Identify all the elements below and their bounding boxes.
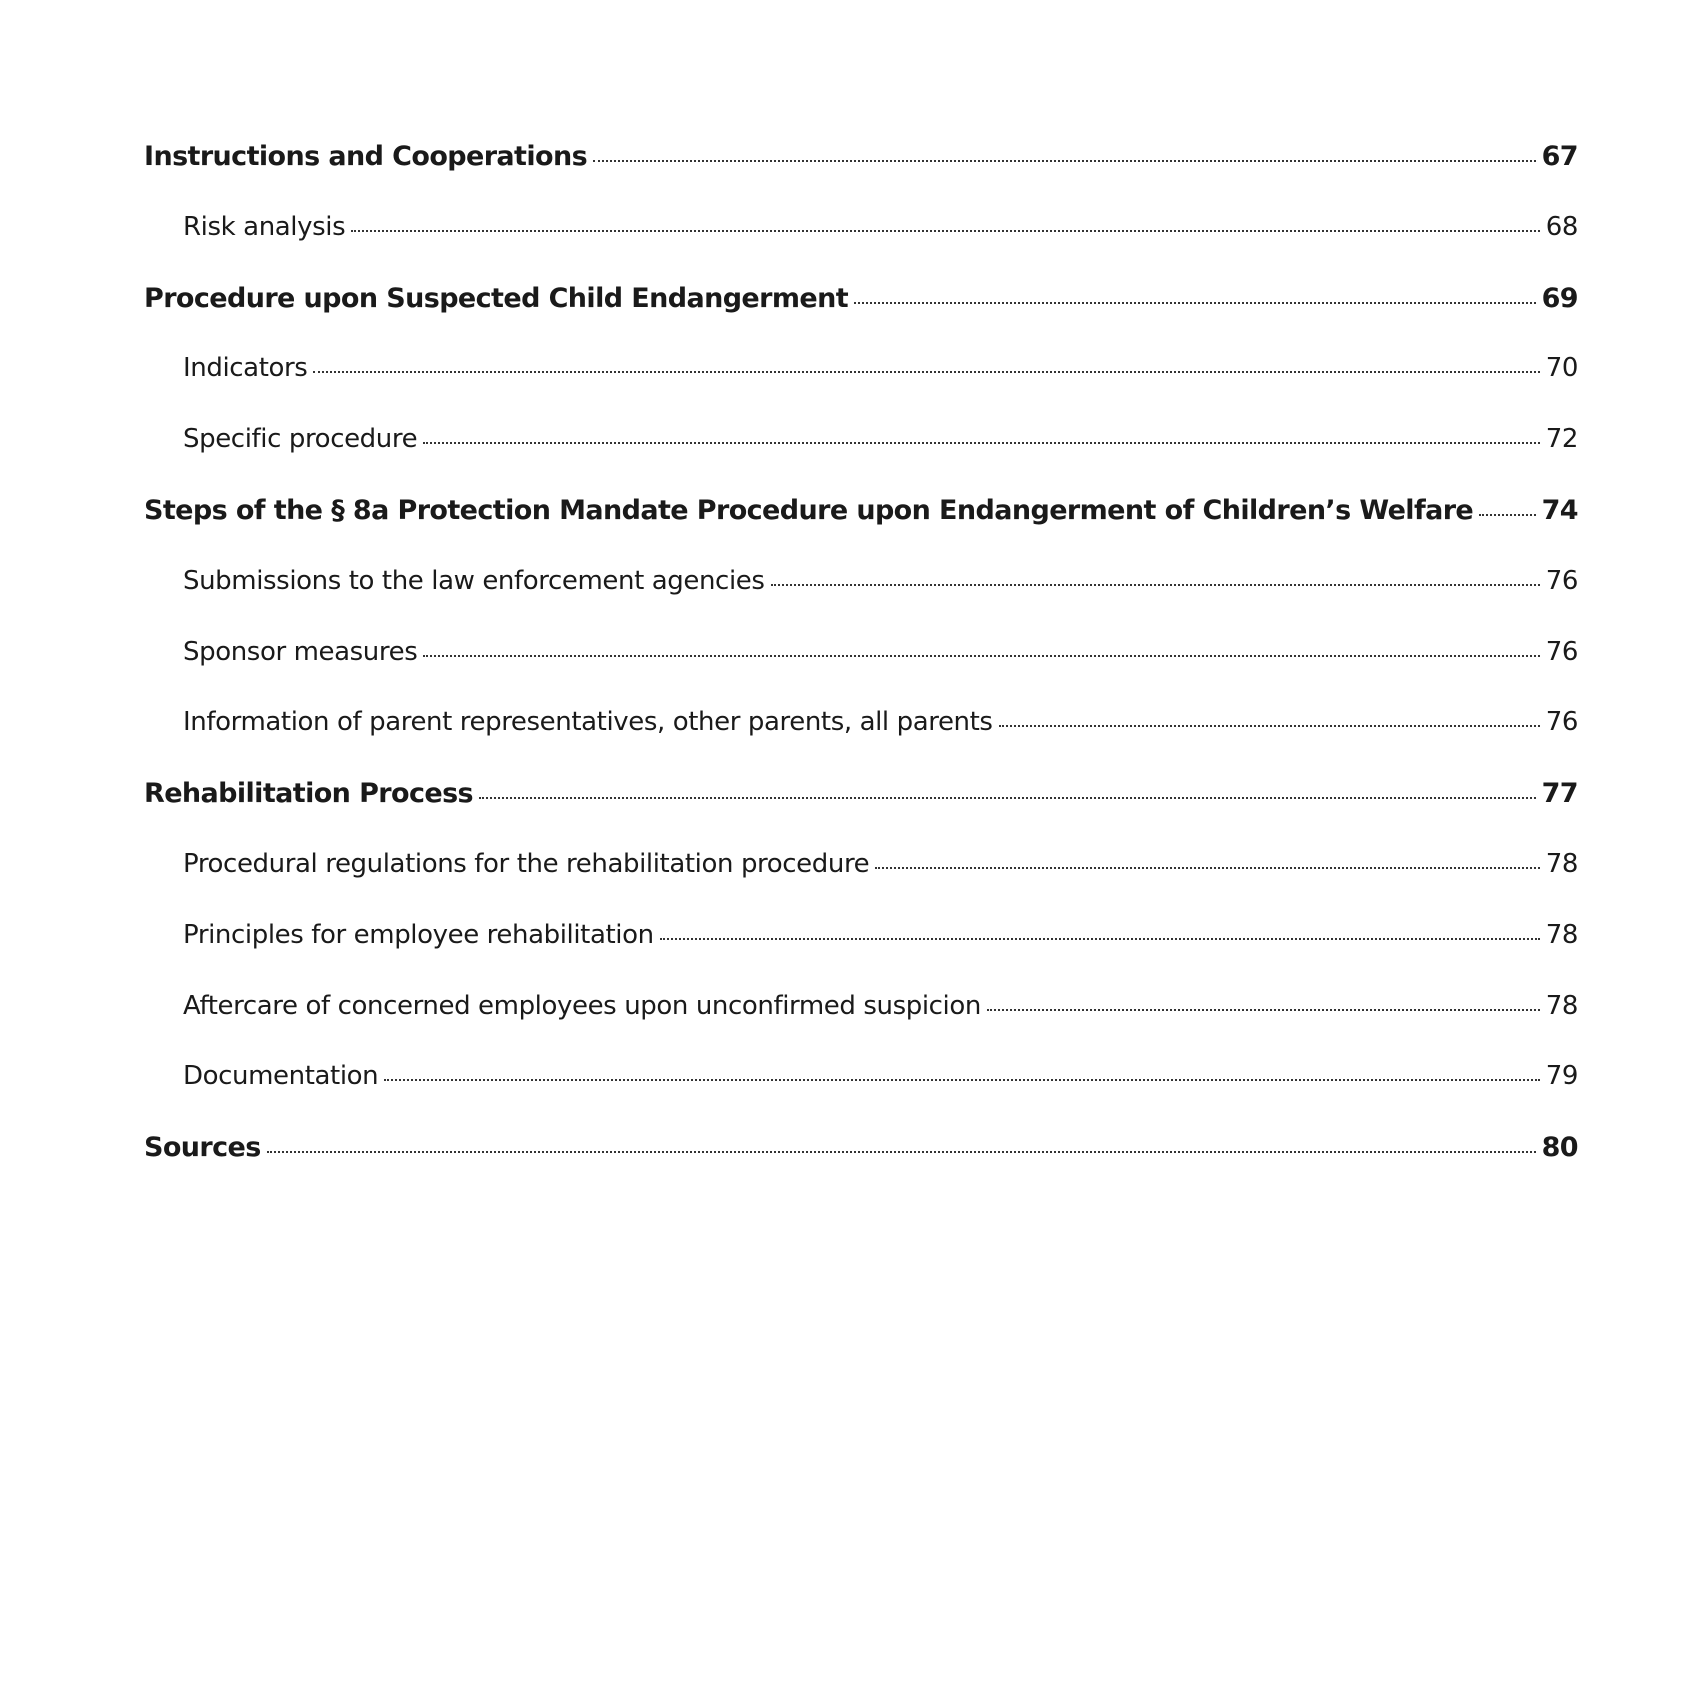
toc-entry-indicators[interactable] (144, 350, 1578, 421)
toc-entry-sponsor-measures[interactable] (144, 634, 1578, 705)
toc-entry-label: Information of parent representatives, other parents, all parents (183, 707, 993, 738)
dot-leader (875, 846, 1539, 872)
toc-entry-page-number: 67 (1541, 141, 1578, 172)
dot-leader (999, 704, 1540, 730)
dot-leader (351, 209, 1539, 235)
toc-entry-documentation[interactable] (144, 1058, 1578, 1129)
toc-entry-page-number: 77 (1541, 778, 1578, 810)
dot-leader (593, 138, 1536, 165)
toc-entry-label: Steps of the § 8a Protection Mandate Procedure upon Endangerment of Children’s Welfare (144, 494, 1474, 526)
toc-entry-page-number: 74 (1541, 494, 1578, 526)
toc-entry-page-number: 70 (1545, 353, 1578, 384)
toc-entry-aftercare-of-concerned-employees[interactable] (144, 988, 1578, 1059)
toc-entry-page-number: 76 (1545, 565, 1578, 596)
toc-entry-procedure-upon-suspected-child-endangerment[interactable] (144, 280, 1578, 351)
toc-entry-page-number: 78 (1545, 919, 1578, 950)
toc-entry-page-number: 72 (1545, 424, 1578, 455)
toc-entry-sources[interactable] (144, 1129, 1578, 1200)
toc-entry-label: Procedural regulations for the rehabilitation procedure (183, 848, 870, 879)
toc-entry-page-number: 76 (1545, 707, 1578, 738)
dot-leader (267, 1129, 1536, 1156)
toc-entry-label: Indicators (183, 353, 308, 384)
toc-entry-page-number: 78 (1545, 990, 1578, 1021)
toc-entry-rehabilitation-process[interactable] (144, 775, 1578, 846)
dot-leader (423, 421, 1540, 447)
dot-leader (1479, 492, 1535, 519)
toc-entry-procedural-regulations[interactable] (144, 846, 1578, 917)
toc-entry-steps-of-protection-mandate-procedure[interactable] (144, 492, 1578, 563)
dot-leader (660, 917, 1540, 943)
dot-leader (423, 634, 1539, 660)
toc-entry-page-number: 68 (1545, 211, 1578, 242)
toc-entry-label: Instructions and Cooperations (144, 141, 588, 172)
toc-entry-page-number: 79 (1545, 1061, 1578, 1092)
toc-entry-page-number: 78 (1545, 848, 1578, 879)
toc-entry-page-number: 80 (1541, 1132, 1578, 1164)
toc-entry-label: Rehabilitation Process (144, 778, 474, 810)
toc-entry-page-number: 69 (1541, 282, 1578, 314)
toc-entry-submissions-to-law-enforcement[interactable] (144, 563, 1578, 634)
toc-entry-information-of-parents[interactable] (144, 704, 1578, 775)
dot-leader (479, 775, 1536, 802)
dot-leader (313, 350, 1539, 376)
toc-entry-label: Specific procedure (183, 424, 418, 455)
toc-entry-specific-procedure[interactable] (144, 421, 1578, 492)
table-of-contents (144, 138, 1578, 1200)
toc-entry-label: Aftercare of concerned employees upon unconfirmed suspicion (183, 990, 981, 1021)
dot-leader (771, 563, 1540, 589)
toc-entry-risk-analysis[interactable] (144, 209, 1578, 280)
dot-leader (854, 280, 1536, 307)
toc-entry-page-number: 76 (1545, 636, 1578, 667)
toc-entry-label: Submissions to the law enforcement agencies (183, 565, 765, 596)
toc-entry-label: Risk analysis (183, 211, 346, 242)
dot-leader (384, 1058, 1539, 1084)
toc-entry-label: Principles for employee rehabilitation (183, 919, 654, 950)
toc-entry-principles-for-employee-rehabilitation[interactable] (144, 917, 1578, 988)
toc-entry-label: Procedure upon Suspected Child Endangerment (144, 282, 849, 314)
toc-entry-label: Documentation (183, 1061, 379, 1092)
toc-entry-label: Sources (144, 1132, 261, 1164)
toc-entry-instructions-and-cooperations[interactable] (144, 138, 1578, 209)
dot-leader (987, 988, 1540, 1014)
toc-entry-label: Sponsor measures (183, 636, 418, 667)
